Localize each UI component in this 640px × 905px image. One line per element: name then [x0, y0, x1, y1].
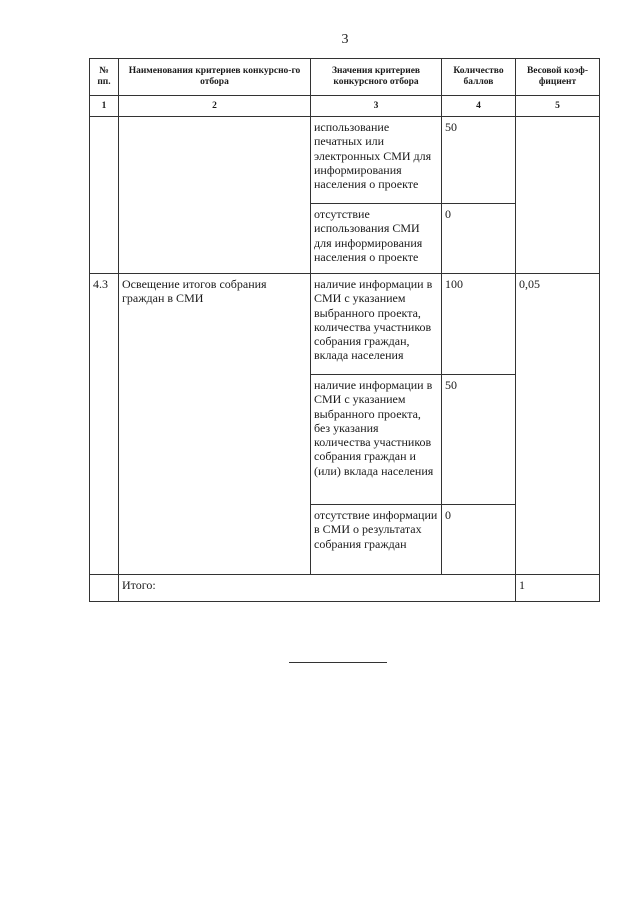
column-number: 3	[311, 96, 442, 117]
criterion-value-cell: наличие информации в СМИ с указанием выбранного проекта, количества участников собрания граждан, вклада населения	[311, 274, 442, 375]
criterion-value-cell: наличие информации в СМИ с указанием выбранного проекта, без указания количества участников собрания граждан и (или) вклада населения	[311, 375, 442, 505]
criterion-value-cell: отсутствие использования СМИ для информирования населения о проекте	[311, 204, 442, 274]
criterion-value-cell: отсутствие информации в СМИ о результатах собрания граждан	[311, 505, 442, 575]
header-score: Количество баллов	[442, 59, 516, 96]
total-value-cell: 1	[516, 575, 600, 602]
header-criterion-values: Значения критериев конкурсного отбора	[311, 59, 442, 96]
total-number-cell	[90, 575, 119, 602]
column-number: 5	[516, 96, 600, 117]
column-number: 2	[119, 96, 311, 117]
end-of-document-rule	[289, 662, 387, 663]
score-cell: 0	[442, 505, 516, 575]
total-label-cell: Итого:	[119, 575, 516, 602]
score-cell: 100	[442, 274, 516, 375]
total-row	[90, 575, 600, 602]
score-cell: 50	[442, 375, 516, 505]
continued-weight-cell	[516, 117, 600, 274]
criterion-number-cell: 4.3	[90, 274, 119, 575]
score-cell: 50	[442, 117, 516, 204]
column-number: 4	[442, 96, 516, 117]
continued-name-cell	[119, 117, 311, 274]
table-header-row	[90, 59, 600, 96]
header-criterion-name: Наименования критериев конкурсно-го отбора	[119, 59, 311, 96]
table-row	[90, 117, 600, 204]
table-row	[90, 274, 600, 375]
column-number-row	[90, 96, 600, 117]
criterion-name-cell: Освещение итогов собрания граждан в СМИ	[119, 274, 311, 575]
column-number: 1	[90, 96, 119, 117]
header-weight: Весовой коэф-фициент	[516, 59, 600, 96]
weight-cell: 0,05	[516, 274, 600, 575]
criterion-value-cell: использование печатных или электронных СМИ для информирования населения о проекте	[311, 117, 442, 204]
criteria-table	[89, 58, 600, 602]
header-number: № пп.	[90, 59, 119, 96]
page-number: 3	[341, 32, 349, 47]
continued-number-cell	[90, 117, 119, 274]
score-cell: 0	[442, 204, 516, 274]
